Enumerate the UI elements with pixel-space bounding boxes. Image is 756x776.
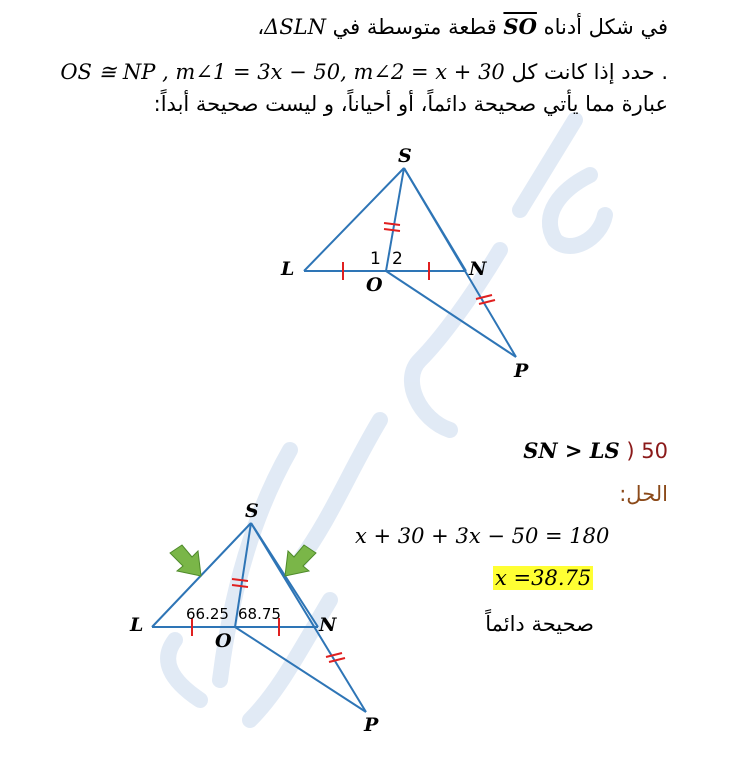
- question-number: 50: [641, 439, 668, 463]
- label-l-2: L: [130, 614, 144, 636]
- label-o-2: O: [215, 630, 232, 652]
- intro-text-2: قطعة متوسطة في: [332, 15, 497, 39]
- arrow-icon-left: [170, 545, 201, 576]
- solution-label: الحل:: [619, 482, 668, 506]
- solution-equation: x + 30 + 3x − 50 = 180: [355, 524, 610, 548]
- label-n-2: N: [319, 614, 337, 636]
- label-p-2: P: [364, 714, 379, 736]
- angle-label-1: 1: [370, 249, 381, 269]
- angle-value-1: 66.25: [186, 605, 229, 623]
- label-s-2: S: [245, 500, 259, 522]
- question-statement: SN > LS: [523, 438, 620, 463]
- angle-label-2: 2: [392, 249, 403, 269]
- given-conditions: OS ≅ NP , m∠1 = 3x − 50, m∠2 = x + 30: [60, 60, 505, 84]
- highlighted-result: x =38.75: [495, 566, 592, 590]
- label-p-1: P: [514, 360, 529, 382]
- angle-value-2: 68.75: [238, 605, 281, 623]
- intro-line-3: عبارة مما يأتي صحيحة دائماً، أو أحياناً، و ليست صحيحة أبداً:: [153, 92, 668, 116]
- label-l-1: L: [281, 258, 295, 280]
- intro-comma: ،: [257, 15, 265, 39]
- label-n-1: N: [469, 258, 487, 280]
- label-o-1: O: [366, 274, 383, 296]
- label-s-1: S: [398, 145, 412, 167]
- question-50: 50 ( SN > LS: [523, 438, 668, 463]
- intro-text-3: . حدد إذا كانت كل: [511, 60, 668, 84]
- arrow-icon-right: [285, 545, 316, 576]
- intro-text-1: في شكل أدناه: [543, 15, 668, 39]
- tick-so-a-2: [232, 579, 248, 581]
- tick-so-b-2: [232, 585, 248, 587]
- triangle-name: ΔSLN: [264, 15, 326, 39]
- solution-answer: صحيحة دائماً: [485, 612, 594, 636]
- tick-np-a-2: [326, 653, 342, 657]
- segment-so: $\overline{SO}$: [503, 14, 537, 39]
- tick-np-b-2: [329, 658, 345, 662]
- segment-op-2: [235, 627, 366, 712]
